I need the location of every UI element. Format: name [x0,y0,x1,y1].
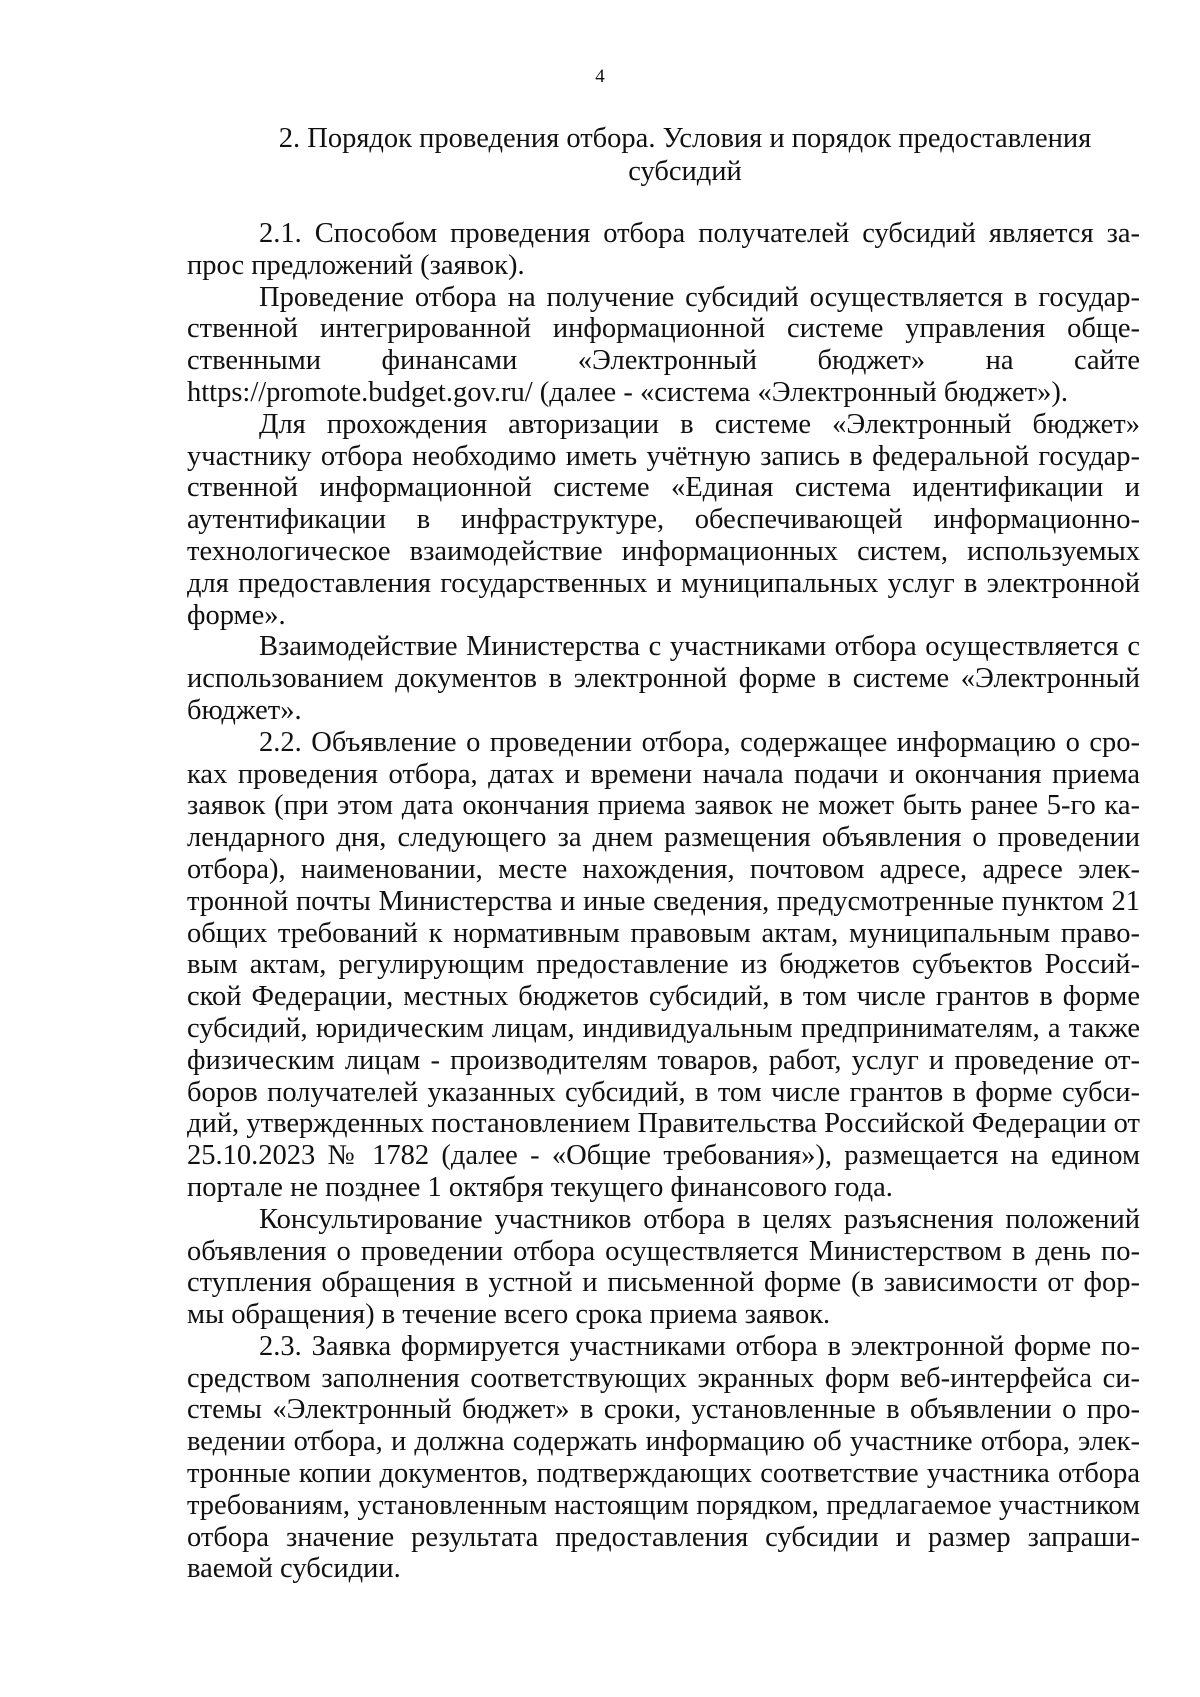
paragraph-interaction: Взаимодействие Министерства с участниками отбора осуществляется с использованием документов в электронной форме в системе «Электронный бюджет». [187,631,1140,726]
document-body [187,218,1140,1585]
paragraph-2-3: 2.3. Заявка формируется участниками отбора в электронной форме посредством заполнения соответствующих экранных форм веб-интерфейса системы «Электронный бюджет» в сроки, установленные в объявлении о проведении отбора, и должна содержать информацию об участнике отбора, электронные копии документов, подтверждающих соответствие участника отбора требованиям, установленным настоящим порядком, предлагаемое участником отбора значение результата предоставления субсидии и размер запрашиваемой субсидии. [187,1330,1140,1585]
section-heading: 2. Порядок проведения отбора. Условия и порядок предоставления субсидий [278,123,1092,187]
paragraph-electronic-budget: Проведение отбора на получение субсидий осуществляется в государственной интегрированной информационной системе управления общественными финансами «Электронный бюджет» на сайте https://promote.budget.gov.ru/ (далее - «система «Электронный бюджет»). [187,281,1140,408]
paragraph-2-2: 2.2. Объявление о проведении отбора, содержащее информацию о сроках проведения отбора, датах и времени начала подачи и окончания приема заявок (при этом дата окончания приема заявок не может быть ранее 5-го календарного дня, следующего за днем размещения объявления о проведении отбора), наименовании, месте нахождения, почтовом адресе, адресе электронной почты Министерства и иные сведения, предусмотренные пунктом 21 общих требований к нормативным правовым актам, муниципальным правовым актам, регулирующим предоставление из бюджетов субъектов Российской Федерации, местных бюджетов субсидий, в том числе грантов в форме субсидий, юридическим лицам, индивидуальным предпринимателям, а также физическим лицам - производителям товаров, работ, услуг и проведение отборов получателей указанных субсидий, в том числе грантов в форме субсидий, утвержденных постановлением Правительства Российской Федерации от 25.10.2023 № 1782 (далее - «Общие требования»), размещается на едином портале не позднее 1 октября текущего финансового года. [187,726,1140,1203]
page-number: 4 [595,66,605,87]
paragraph-2-1: 2.1. Способом проведения отбора получателей субсидий является запрос предложений (заявок). [187,218,1140,281]
paragraph-authorization: Для прохождения авторизации в системе «Электронный бюджет» участнику отбора необходимо иметь учётную запись в федеральной государственной информационной системе «Единая система идентификации и аутентификации в инфраструктуре, обеспечивающей информационно-технологическое взаимодействие информационных систем, используемых для предоставления государственных и муниципальных услуг в электронной форме». [187,408,1140,631]
paragraph-consulting: Консультирование участников отбора в целях разъяснения положений объявления о проведении отбора осуществляется Министерством в день поступления обращения в устной и письменной форме (в зависимости от формы обращения) в течение всего срока приема заявок. [187,1203,1140,1331]
